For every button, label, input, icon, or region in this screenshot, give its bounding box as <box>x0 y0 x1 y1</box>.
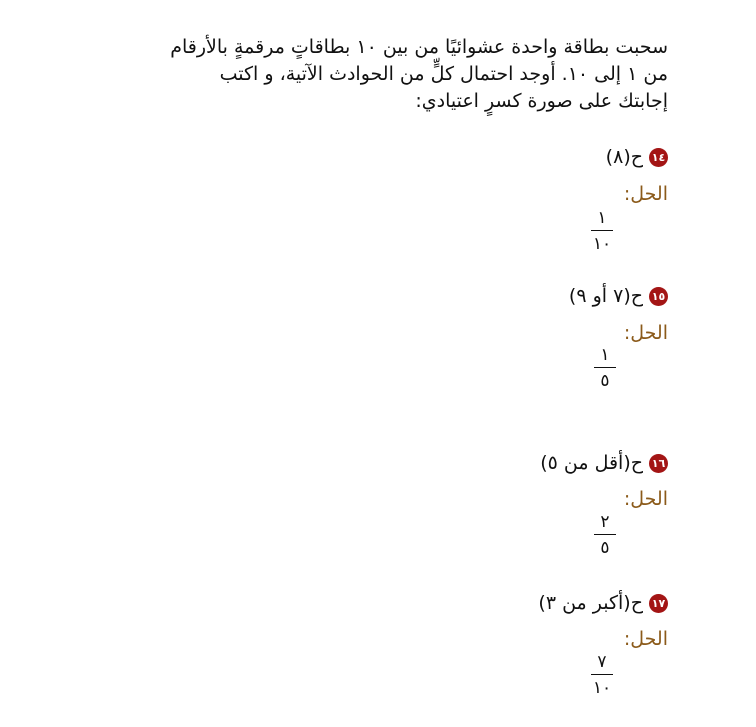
question-expression: ح(أقل من ٥) <box>540 452 643 474</box>
question-number-badge: ١٦ <box>649 454 668 473</box>
question-expression: ح(٧ أو ٩) <box>568 285 643 307</box>
problem-line-2: من ١ إلى ١٠. أوجد احتمال كلٍّ من الحوادث الآتية، و اكتب <box>219 63 668 85</box>
question-15 <box>569 285 668 307</box>
fraction-answer <box>593 512 617 558</box>
fraction-answer <box>593 345 617 391</box>
fraction-bar <box>591 674 613 675</box>
denominator: ٥ <box>600 538 610 558</box>
denominator: ٥ <box>600 371 610 391</box>
solution-label: الحل: <box>623 628 668 650</box>
question-number-badge: ١٥ <box>649 287 668 306</box>
fraction-bar <box>594 367 616 368</box>
problem-line-3: إجابتك على صورة كسرٍ اعتيادي: <box>415 90 668 112</box>
problem-statement <box>88 34 668 115</box>
question-expression: ح(٨) <box>605 146 643 168</box>
question-number-badge: ١٤ <box>649 148 668 167</box>
question-number-badge: ١٧ <box>649 594 668 613</box>
question-17 <box>538 592 668 614</box>
denominator: ١٠ <box>592 678 612 698</box>
numerator: ٢ <box>600 512 610 532</box>
numerator: ١ <box>597 208 607 228</box>
fraction-bar <box>594 534 616 535</box>
solution-label: الحل: <box>623 183 668 205</box>
fraction-answer <box>590 652 614 698</box>
problem-line-1: سحبت بطاقة واحدة عشوائيًا من بين ١٠ بطاقاتٍ مرقمةٍ بالأرقام <box>170 36 668 58</box>
question-16 <box>540 452 668 474</box>
fraction-answer <box>590 208 614 254</box>
numerator: ٧ <box>597 652 607 672</box>
question-expression: ح(أكبر من ٣) <box>538 592 643 614</box>
denominator: ١٠ <box>592 234 612 254</box>
solution-label: الحل: <box>623 488 668 510</box>
numerator: ١ <box>600 345 610 365</box>
fraction-bar <box>591 230 613 231</box>
question-14 <box>606 146 668 168</box>
solution-label: الحل: <box>623 322 668 344</box>
